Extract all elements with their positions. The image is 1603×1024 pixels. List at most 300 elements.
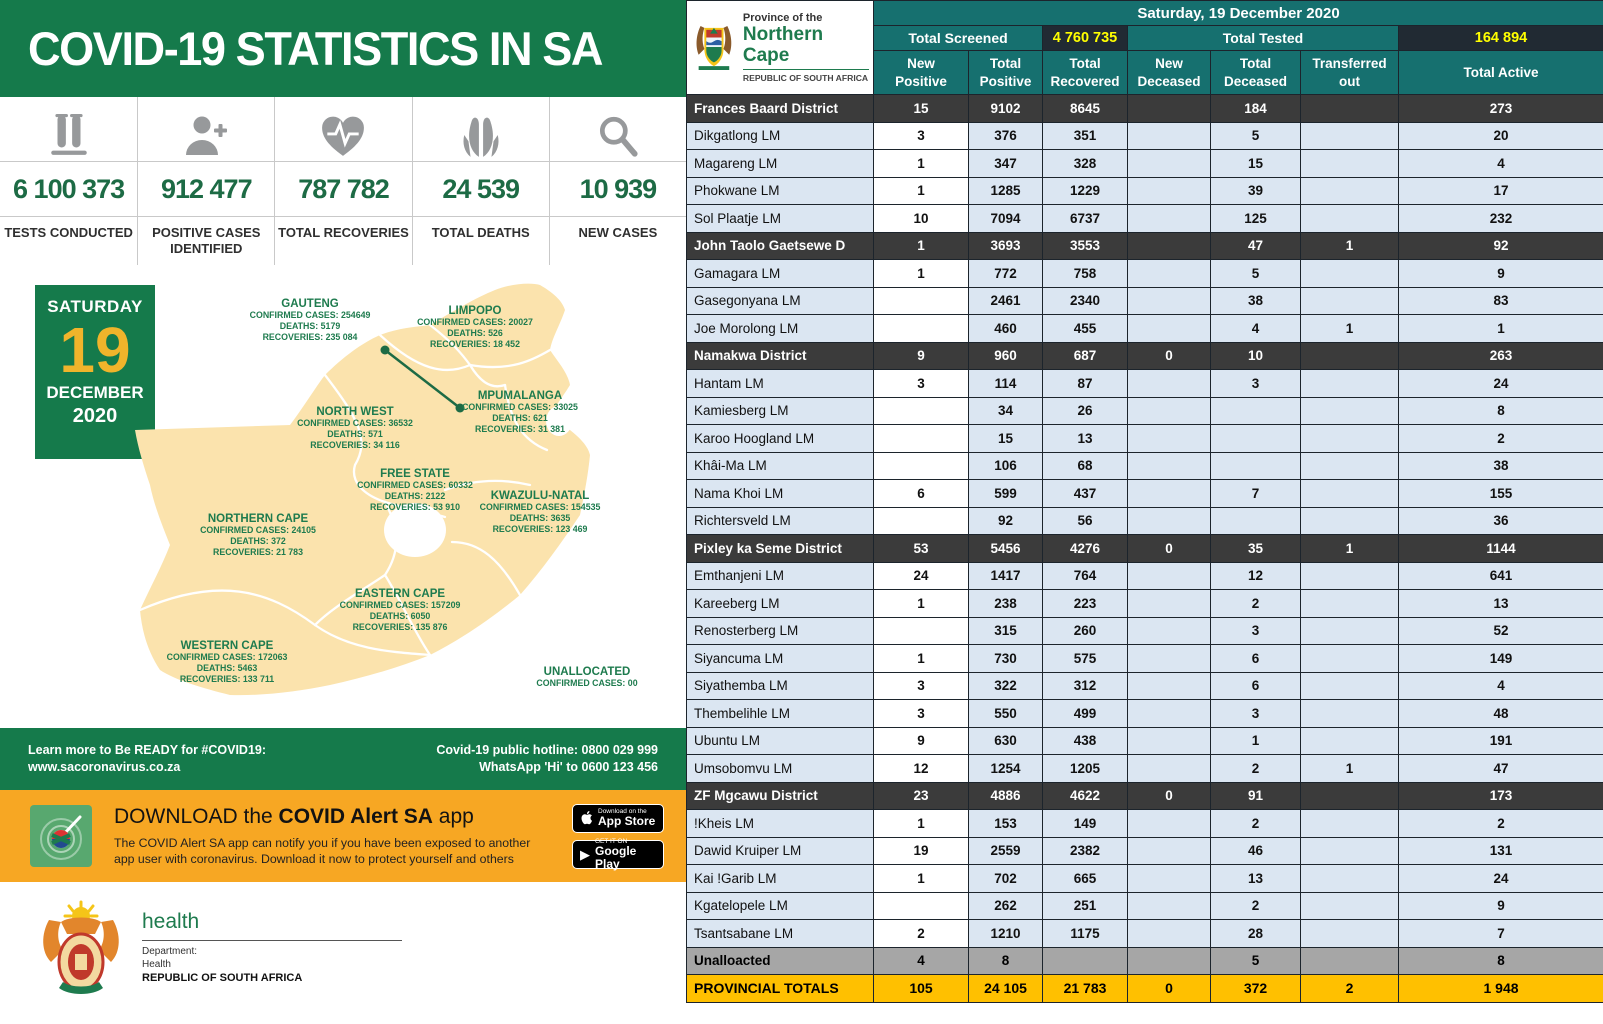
row-value: 260: [1043, 617, 1128, 645]
row-value: [1128, 315, 1211, 343]
row-value: 6: [874, 480, 969, 508]
row-name: Umsobomvu LM: [687, 755, 874, 783]
row-value: 9102: [969, 95, 1043, 123]
row-value: 5: [1211, 947, 1301, 975]
row-value: [1301, 892, 1399, 920]
row-value: [1128, 95, 1211, 123]
province-logo: [687, 1, 874, 95]
row-value: [1128, 590, 1211, 618]
row-value: 106: [969, 452, 1043, 480]
map-label-western-cape: WESTERN CAPE CONFIRMED CASES: 172063 DEATHS: 5463 RECOVERIES: 133 711: [166, 640, 288, 684]
row-name: Phokwane LM: [687, 177, 874, 205]
col-total-positive: Total Positive: [969, 51, 1043, 95]
row-value: [1211, 397, 1301, 425]
row-value: [1128, 452, 1211, 480]
row-value: [1128, 177, 1211, 205]
row-value: 2: [1211, 590, 1301, 618]
row-value: [1211, 507, 1301, 535]
row-name: Siyathemba LM: [687, 672, 874, 700]
row-value: [1128, 480, 1211, 508]
row-value: [1301, 397, 1399, 425]
row-value: 687: [1043, 342, 1128, 370]
map-label-gauteng: GAUTENG CONFIRMED CASES: 254649 DEATHS: 5179 RECOVERIES: 235 084: [249, 298, 371, 342]
row-value: [1128, 672, 1211, 700]
row-value: 1: [874, 177, 969, 205]
row-value: 1285: [969, 177, 1043, 205]
total-screened-label: Total Screened: [874, 26, 1043, 51]
row-value: 1210: [969, 920, 1043, 948]
row-value: 21 783: [1043, 975, 1128, 1003]
row-value: 4: [874, 947, 969, 975]
row-value: 273: [1399, 95, 1603, 123]
table-row-district: [687, 95, 1603, 123]
row-value: 2: [1399, 425, 1603, 453]
row-value: 772: [969, 260, 1043, 288]
row-value: 9: [874, 342, 969, 370]
row-value: 0: [1128, 535, 1211, 563]
row-value: 24: [1399, 865, 1603, 893]
row-value: 5: [1211, 122, 1301, 150]
row-value: [1128, 810, 1211, 838]
row-value: 46: [1211, 837, 1301, 865]
row-value: 499: [1043, 700, 1128, 728]
row-name: Dikgatlong LM: [687, 122, 874, 150]
northern-cape-table-panel: [686, 0, 1603, 1024]
table-row: [687, 590, 1603, 618]
row-value: 47: [1399, 755, 1603, 783]
row-value: 232: [1399, 205, 1603, 233]
table-row: [687, 617, 1603, 645]
logo-line3: REPUBLIC OF SOUTH AFRICA: [743, 69, 869, 83]
row-value: 1: [1301, 315, 1399, 343]
row-value: 53: [874, 535, 969, 563]
row-value: 10: [874, 205, 969, 233]
row-value: [1128, 370, 1211, 398]
row-name: Gamagara LM: [687, 260, 874, 288]
row-value: 12: [874, 755, 969, 783]
map-label-unallocated: UNALLOCATED CONFIRMED CASES: 00: [536, 666, 638, 688]
row-value: [1128, 947, 1211, 975]
row-value: [1301, 727, 1399, 755]
row-value: 1: [874, 865, 969, 893]
row-value: [1211, 425, 1301, 453]
row-value: 1: [1301, 755, 1399, 783]
dept-line1: Department:: [142, 946, 198, 957]
col-total-active: Total Active: [1399, 51, 1603, 95]
row-value: 2: [874, 920, 969, 948]
row-value: 3: [1211, 700, 1301, 728]
row-value: 20: [1399, 122, 1603, 150]
row-value: 68: [1043, 452, 1128, 480]
row-value: 48: [1399, 700, 1603, 728]
stat-recoveries: [274, 97, 411, 265]
table-row-district: [687, 535, 1603, 563]
row-value: [1301, 95, 1399, 123]
footer-whatsapp: WhatsApp 'Hi' to 0600 123 456: [479, 760, 658, 774]
table-row: [687, 260, 1603, 288]
total-tested-value: 164 894: [1399, 26, 1603, 51]
table-row: [687, 480, 1603, 508]
row-value: [874, 892, 969, 920]
coat-of-arms-icon: [35, 900, 127, 1005]
table-row: [687, 315, 1603, 343]
row-value: 9: [874, 727, 969, 755]
row-name: PROVINCIAL TOTALS: [687, 975, 874, 1003]
row-value: [1128, 865, 1211, 893]
row-value: [1128, 122, 1211, 150]
row-value: 1144: [1399, 535, 1603, 563]
table-row: [687, 865, 1603, 893]
row-name: Gasegonyana LM: [687, 287, 874, 315]
row-value: 7: [1399, 920, 1603, 948]
date-month: DECEMBER: [46, 383, 144, 402]
stat-value: 24 539: [413, 161, 549, 217]
row-value: 155: [1399, 480, 1603, 508]
row-value: 1: [874, 260, 969, 288]
row-value: 376: [969, 122, 1043, 150]
row-value: 665: [1043, 865, 1128, 893]
row-value: 1: [1301, 535, 1399, 563]
row-value: 56: [1043, 507, 1128, 535]
row-value: 87: [1043, 370, 1128, 398]
row-value: 1254: [969, 755, 1043, 783]
row-value: 263: [1399, 342, 1603, 370]
row-value: [1301, 480, 1399, 508]
row-value: [1301, 617, 1399, 645]
row-name: Emthanjeni LM: [687, 562, 874, 590]
row-value: [1128, 287, 1211, 315]
row-value: [1301, 700, 1399, 728]
col-transferred-out: Transferred out: [1301, 51, 1399, 95]
row-value: 15: [1211, 150, 1301, 178]
table-row: [687, 177, 1603, 205]
row-value: [874, 287, 969, 315]
row-value: 372: [1211, 975, 1301, 1003]
row-value: 114: [969, 370, 1043, 398]
row-value: 4: [1399, 672, 1603, 700]
table-row: [687, 452, 1603, 480]
row-value: [1128, 617, 1211, 645]
row-value: 36: [1399, 507, 1603, 535]
row-value: 105: [874, 975, 969, 1003]
row-value: 2: [1301, 975, 1399, 1003]
map-label-north-west: NORTH WEST CONFIRMED CASES: 36532 DEATHS: 571 RECOVERIES: 34 116: [297, 406, 413, 450]
table-row: [687, 122, 1603, 150]
play-icon: ▶: [580, 846, 590, 862]
row-name: !Kheis LM: [687, 810, 874, 838]
table-row-totals: [687, 975, 1603, 1003]
person-plus-icon: [138, 97, 274, 161]
row-value: 1: [1301, 232, 1399, 260]
banner-description: The COVID Alert SA app can notify you if you have been exposed to another app user with coronavirus. Download it now to protect yourself and others: [114, 836, 531, 866]
row-value: [1128, 150, 1211, 178]
row-value: [1301, 177, 1399, 205]
row-value: 23: [874, 782, 969, 810]
table-row: [687, 727, 1603, 755]
row-value: [1128, 645, 1211, 673]
test-tubes-icon: [0, 97, 137, 161]
row-value: 1: [874, 810, 969, 838]
row-value: 1 948: [1399, 975, 1603, 1003]
row-value: [1301, 837, 1399, 865]
stat-label: TESTS CONDUCTED: [4, 225, 133, 240]
dept-republic: REPUBLIC OF SOUTH AFRICA: [142, 972, 303, 984]
stat-deaths: [412, 97, 549, 265]
row-value: 2559: [969, 837, 1043, 865]
row-value: 10: [1211, 342, 1301, 370]
table-row-district: [687, 342, 1603, 370]
app-store-badge[interactable]: Download on the App Store: [572, 804, 664, 833]
left-panel: [0, 0, 686, 1024]
row-value: 83: [1399, 287, 1603, 315]
magnifier-icon: [550, 97, 686, 161]
row-value: [1301, 452, 1399, 480]
row-name: Sol Plaatje LM: [687, 205, 874, 233]
row-name: Unalloacted: [687, 947, 874, 975]
dept-line2: Health: [142, 958, 171, 970]
table-row: [687, 892, 1603, 920]
row-value: 13: [1043, 425, 1128, 453]
row-value: 3: [874, 672, 969, 700]
row-value: [1301, 425, 1399, 453]
row-value: 4: [1211, 315, 1301, 343]
row-value: 35: [1211, 535, 1301, 563]
row-name: Richtersveld LM: [687, 507, 874, 535]
row-value: 455: [1043, 315, 1128, 343]
total-screened-value: 4 760 735: [1043, 26, 1128, 51]
table-row: [687, 810, 1603, 838]
row-value: [1301, 562, 1399, 590]
row-value: 758: [1043, 260, 1128, 288]
table-row: [687, 397, 1603, 425]
google-play-badge[interactable]: ▶ GET IT ON Google Play: [572, 840, 664, 869]
col-new-deceased: New Deceased: [1128, 51, 1211, 95]
row-value: [1128, 727, 1211, 755]
northern-cape-arms-icon: [691, 19, 737, 77]
row-value: [1301, 287, 1399, 315]
row-value: 39: [1211, 177, 1301, 205]
row-value: 1175: [1043, 920, 1128, 948]
row-value: [874, 452, 969, 480]
row-value: 8: [1399, 947, 1603, 975]
row-value: 315: [969, 617, 1043, 645]
covid-alert-app-icon: [30, 805, 92, 867]
row-value: 702: [969, 865, 1043, 893]
row-value: 2: [1399, 810, 1603, 838]
row-name: Namakwa District: [687, 342, 874, 370]
total-tested-label: Total Tested: [1128, 26, 1399, 51]
table-row-district: [687, 782, 1603, 810]
col-total-recovered: Total Recovered: [1043, 51, 1128, 95]
heart-pulse-icon: [275, 97, 411, 161]
table-row-district: [687, 232, 1603, 260]
row-value: 153: [969, 810, 1043, 838]
row-value: 149: [1043, 810, 1128, 838]
row-value: 599: [969, 480, 1043, 508]
stat-value: 10 939: [550, 161, 686, 217]
row-value: 4276: [1043, 535, 1128, 563]
row-value: 1: [874, 590, 969, 618]
row-name: Kgatelopele LM: [687, 892, 874, 920]
row-value: 8: [969, 947, 1043, 975]
row-value: [1128, 892, 1211, 920]
row-value: 1: [1211, 727, 1301, 755]
logo-line2: Northern Cape: [742, 24, 824, 66]
row-name: Pixley ka Seme District: [687, 535, 874, 563]
map-label-kwazulu-natal: KWAZULU-NATAL CONFIRMED CASES: 154535 DEATHS: 3635 RECOVERIES: 123 469: [479, 490, 601, 534]
row-value: 149: [1399, 645, 1603, 673]
row-value: 5: [1211, 260, 1301, 288]
row-value: 15: [969, 425, 1043, 453]
row-value: 2: [1211, 755, 1301, 783]
row-value: 1: [874, 645, 969, 673]
row-value: 3553: [1043, 232, 1128, 260]
row-value: 5456: [969, 535, 1043, 563]
row-value: 4886: [969, 782, 1043, 810]
row-value: 184: [1211, 95, 1301, 123]
row-value: 8: [1399, 397, 1603, 425]
row-value: 13: [1211, 865, 1301, 893]
praying-hands-icon: [413, 97, 549, 161]
row-name: Siyancuma LM: [687, 645, 874, 673]
row-value: 0: [1128, 975, 1211, 1003]
table-row: [687, 920, 1603, 948]
row-name: Thembelihle LM: [687, 700, 874, 728]
row-name: Joe Morolong LM: [687, 315, 874, 343]
row-name: Kai !Garib LM: [687, 865, 874, 893]
row-value: 223: [1043, 590, 1128, 618]
row-value: 92: [969, 507, 1043, 535]
row-value: 960: [969, 342, 1043, 370]
row-value: 251: [1043, 892, 1128, 920]
row-value: [1301, 672, 1399, 700]
table-row: [687, 837, 1603, 865]
stat-tests: [0, 97, 137, 265]
row-value: [1301, 590, 1399, 618]
table-row: [687, 370, 1603, 398]
row-value: [874, 617, 969, 645]
row-value: 12: [1211, 562, 1301, 590]
row-value: [1043, 947, 1128, 975]
row-value: 1229: [1043, 177, 1128, 205]
row-value: 238: [969, 590, 1043, 618]
row-value: 24: [874, 562, 969, 590]
row-name: Nama Khoi LM: [687, 480, 874, 508]
row-value: 28: [1211, 920, 1301, 948]
row-value: 47: [1211, 232, 1301, 260]
table-row: [687, 205, 1603, 233]
table-row: [687, 947, 1603, 975]
row-value: 9: [1399, 892, 1603, 920]
row-value: 764: [1043, 562, 1128, 590]
row-value: 2461: [969, 287, 1043, 315]
row-value: 730: [969, 645, 1043, 673]
row-name: Kamiesberg LM: [687, 397, 874, 425]
row-value: 347: [969, 150, 1043, 178]
row-value: 24: [1399, 370, 1603, 398]
footer-learn-more: Learn more to Be READY for #COVID19:: [28, 743, 267, 757]
national-stats: [0, 97, 686, 265]
row-value: [1301, 507, 1399, 535]
footer-website-link[interactable]: www.sacoronavirus.co.za: [28, 760, 181, 774]
row-value: 19: [874, 837, 969, 865]
row-value: 1205: [1043, 755, 1128, 783]
row-value: 15: [874, 95, 969, 123]
row-value: 3: [1211, 370, 1301, 398]
stat-positive: [137, 97, 274, 265]
map-label-eastern-cape: EASTERN CAPE CONFIRMED CASES: 157209 DEATHS: 6050 RECOVERIES: 135 876: [339, 588, 461, 632]
south-africa-map: [100, 280, 680, 725]
row-value: [1301, 122, 1399, 150]
stat-value: 787 782: [275, 161, 411, 217]
row-value: [1301, 370, 1399, 398]
date-day-number: 19: [59, 314, 131, 386]
row-value: 4622: [1043, 782, 1128, 810]
row-value: 52: [1399, 617, 1603, 645]
row-value: 92: [1399, 232, 1603, 260]
row-name: Renosterberg LM: [687, 617, 874, 645]
row-value: 26: [1043, 397, 1128, 425]
row-value: 38: [1399, 452, 1603, 480]
row-value: 438: [1043, 727, 1128, 755]
row-value: [874, 425, 969, 453]
row-value: [1128, 700, 1211, 728]
banner-headline: DOWNLOAD the COVID Alert SA app: [114, 805, 474, 828]
row-value: 6: [1211, 645, 1301, 673]
row-name: John Taolo Gaetsewe D: [687, 232, 874, 260]
row-value: [1211, 452, 1301, 480]
table-row: [687, 287, 1603, 315]
row-value: [874, 397, 969, 425]
table-body: [687, 95, 1603, 1003]
apple-icon: [580, 810, 593, 827]
col-new-positive: New Positive: [874, 51, 969, 95]
row-value: [1301, 947, 1399, 975]
map-label-mpumalanga: MPUMALANGA CONFIRMED CASES: 33025 DEATHS: 621 RECOVERIES: 31 381: [462, 390, 578, 434]
row-value: 91: [1211, 782, 1301, 810]
row-value: 1: [874, 232, 969, 260]
footer-bar: [0, 728, 686, 790]
row-value: 2340: [1043, 287, 1128, 315]
row-name: Ubuntu LM: [687, 727, 874, 755]
stat-label: POSITIVE CASES IDENTIFIED: [152, 225, 261, 256]
row-value: [1301, 260, 1399, 288]
stat-label: TOTAL DEATHS: [431, 225, 530, 240]
row-value: [1128, 232, 1211, 260]
row-value: 7: [1211, 480, 1301, 508]
row-value: 3: [874, 370, 969, 398]
stat-value: 912 477: [138, 161, 274, 217]
row-value: 191: [1399, 727, 1603, 755]
row-value: 7094: [969, 205, 1043, 233]
row-value: [1128, 205, 1211, 233]
table-date-header: Saturday, 19 December 2020: [874, 1, 1603, 26]
row-name: Kareeberg LM: [687, 590, 874, 618]
row-value: [1128, 260, 1211, 288]
row-value: 351: [1043, 122, 1128, 150]
row-value: [1128, 397, 1211, 425]
logo-line1: Province of the: [742, 12, 823, 24]
row-value: [874, 507, 969, 535]
row-value: 328: [1043, 150, 1128, 178]
map-section: [0, 265, 686, 728]
row-value: 131: [1399, 837, 1603, 865]
stat-new-cases: [549, 97, 686, 265]
table-row: [687, 645, 1603, 673]
row-value: 630: [969, 727, 1043, 755]
row-value: 312: [1043, 672, 1128, 700]
row-value: 4: [1399, 150, 1603, 178]
